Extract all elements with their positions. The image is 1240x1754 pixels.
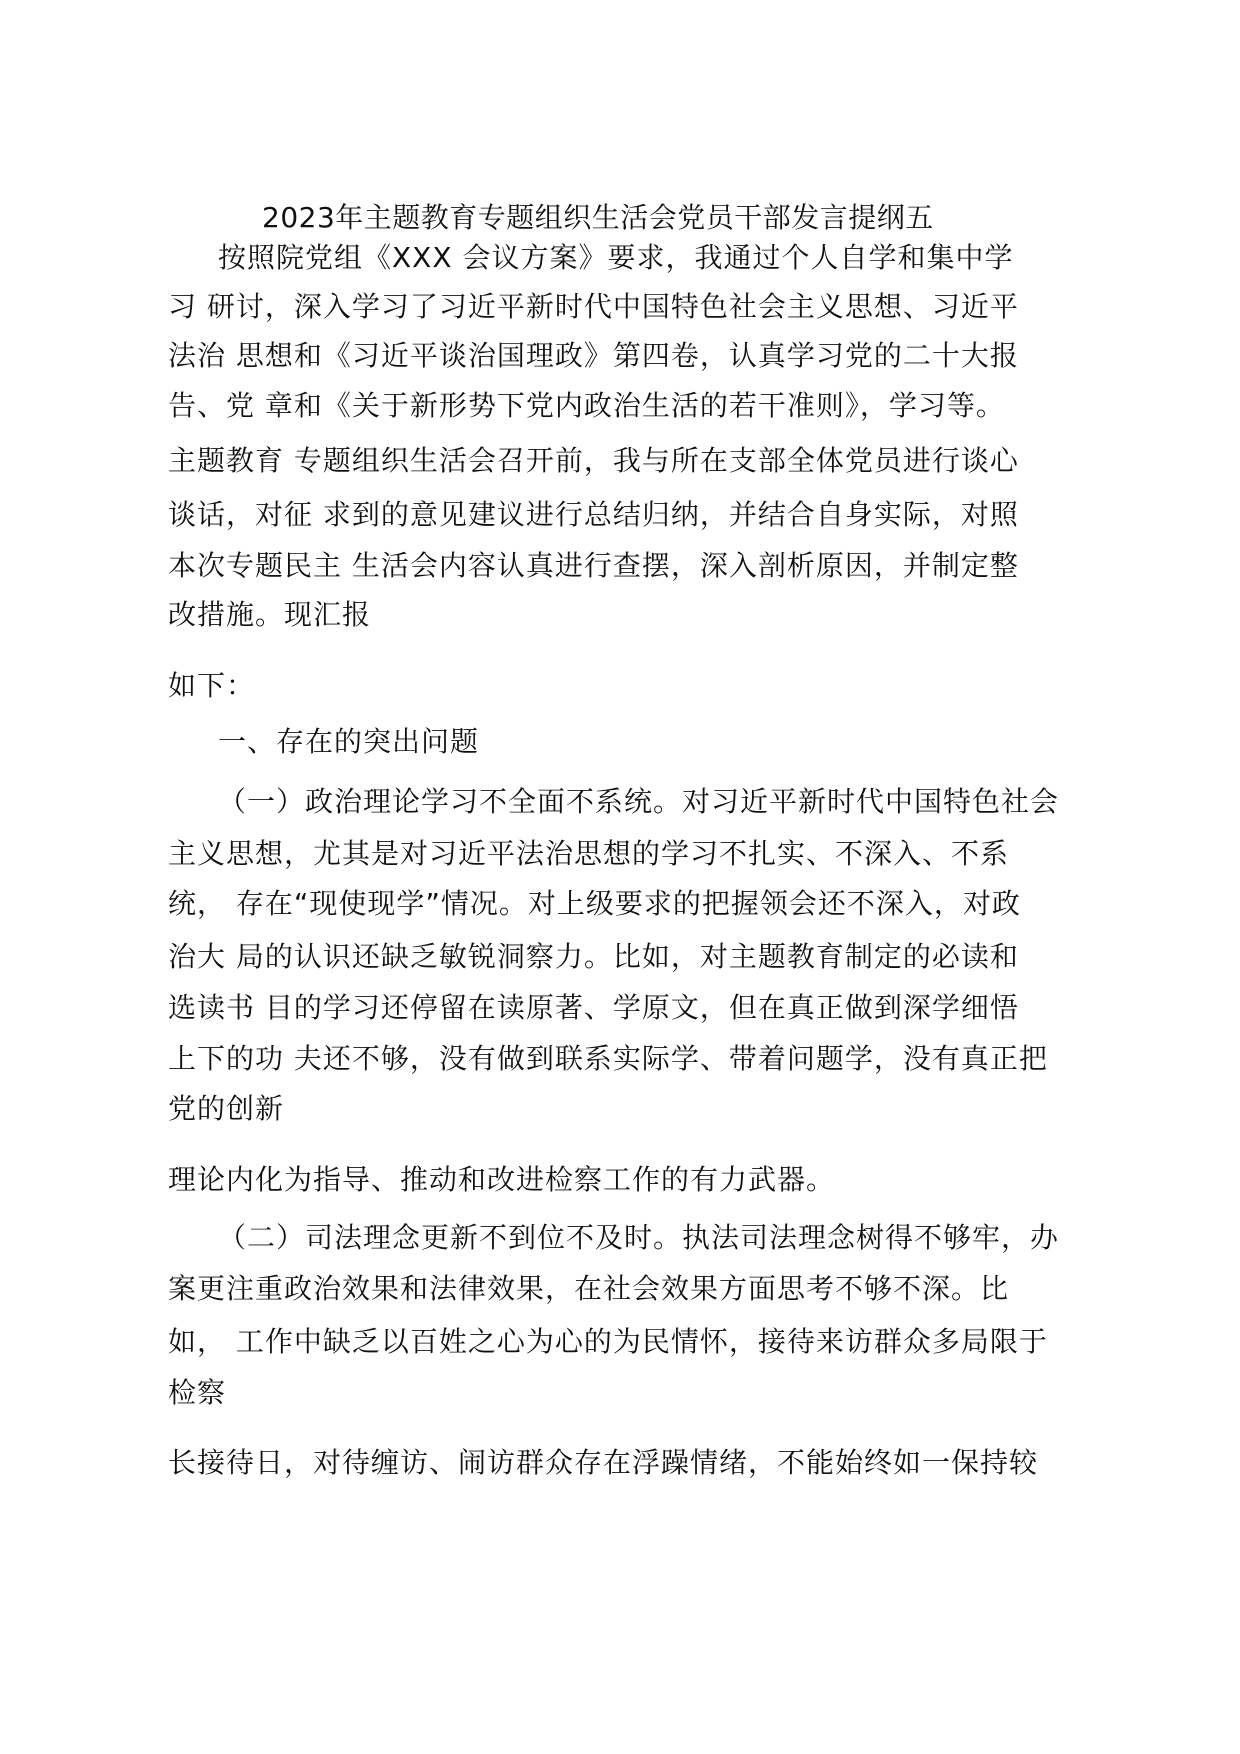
paragraph-line: （二）司法理念更新不到位不及时。执法司法理念树得不够牢，办 — [218, 1221, 1060, 1254]
document-title: 2023年主题教育专题组织生活会党员干部发言提纲五 — [262, 201, 934, 234]
paragraph-line: 谈话，对征 求到的意见建议进行总结归纳，并结合自身实际，对照 — [168, 498, 1019, 531]
section-heading: 一、存在的突出问题 — [218, 725, 480, 758]
paragraph-line: 检察 — [168, 1376, 227, 1409]
paragraph-line: 改措施。现汇报 — [168, 598, 372, 631]
paragraph-line: 如下： — [168, 669, 256, 702]
paragraph-line: 上下的功 夫还不够，没有做到联系实际学、带着问题学，没有真正把 — [168, 1042, 1048, 1075]
paragraph-line: 主题教育 专题组织生活会召开前，我与所在支部全体党员进行谈心 — [168, 444, 1019, 477]
paragraph-line: 治大 局的认识还缺乏敏锐洞察力。比如，对主题教育制定的必读和 — [168, 940, 1019, 973]
paragraph-line: 按照院党组《XXX 会议方案》要求，我通过个人自学和集中学 — [218, 241, 1014, 274]
paragraph-line: 理论内化为指导、推动和改进检察工作的有力武器。 — [168, 1163, 836, 1196]
paragraph-line: 如， 工作中缺乏以百姓之心为心的为民情怀，接待来访群众多局限于 — [168, 1325, 1048, 1358]
paragraph-line: 案更注重政治效果和法律效果，在社会效果方面思考不够不深。比 — [168, 1272, 1010, 1305]
paragraph-line: 本次专题民主 生活会内容认真进行查摆，深入剖析原因，并制定整 — [168, 549, 1019, 582]
paragraph-line: 告、党 章和《关于新形势下党内政治生活的若干准则》，学习等。 — [168, 389, 1005, 422]
paragraph-line: 选读书 目的学习还停留在读原著、学原文，但在真正做到深学细悟 — [168, 991, 1019, 1024]
paragraph-line: 法治 思想和《习近平谈治国理政》第四卷，认真学习党的二十大报 — [168, 339, 1019, 372]
paragraph-line: （一）政治理论学习不全面不系统。对习近平新时代中国特色社会 — [218, 785, 1060, 818]
paragraph-line: 长接待日，对待缠访、闹访群众存在浮躁情绪，不能始终如一保持较 — [168, 1446, 1039, 1479]
paragraph-line: 主义思想，尤其是对习近平法治思想的学习不扎实、不深入、不系 — [168, 837, 1010, 870]
paragraph-line: 党的创新 — [168, 1092, 285, 1125]
paragraph-line: 习 研讨，深入学习了习近平新时代中国特色社会主义思想、习近平 — [168, 290, 1019, 323]
paragraph-line: 统， 存在“现使现学”情况。对上级要求的把握领会还不深入，对政 — [168, 887, 1021, 920]
